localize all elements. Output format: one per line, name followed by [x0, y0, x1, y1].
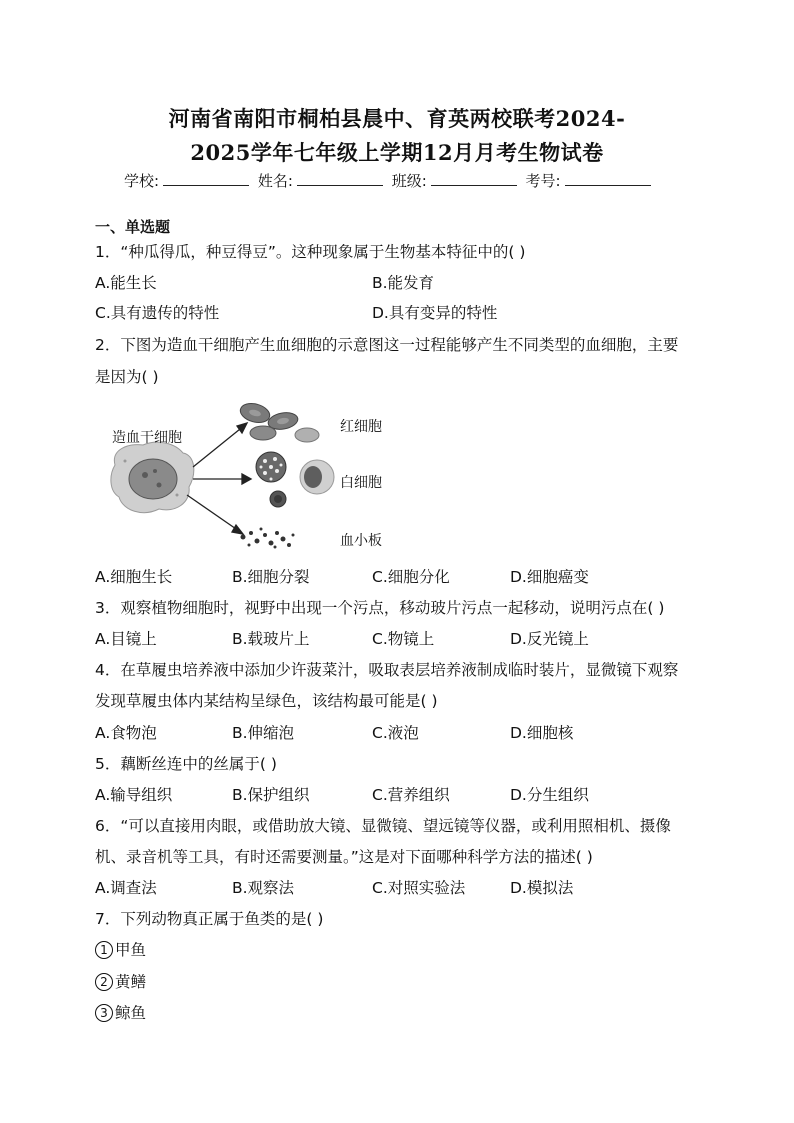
- q3-option-b[interactable]: B.载玻片上: [232, 630, 310, 648]
- q7-item-3[interactable]: [95, 1001, 146, 1023]
- q2-option-c[interactable]: C.细胞分化: [372, 568, 450, 586]
- q6-stem-line-1: 6．“可以直接用肉眼，或借助放大镜、显微镜、望远镜等仪器，或利用照相机、摄像: [95, 817, 671, 835]
- stem-cell-label: 造血干细胞: [112, 430, 182, 446]
- q5-option-c[interactable]: C.营养组织: [372, 786, 450, 804]
- q5-option-d[interactable]: D.分生组织: [510, 786, 589, 804]
- q7-stem: 7．下列动物真正属于鱼类的是( ): [95, 910, 324, 928]
- q2-stem-line-2: 是因为( ): [95, 368, 159, 386]
- q1-option-d[interactable]: D.具有变异的特性: [372, 304, 498, 322]
- stem-cell-drawing: [111, 442, 194, 512]
- q3-option-a[interactable]: A.目镜上: [95, 630, 157, 648]
- q2-option-b[interactable]: B.细胞分裂: [232, 568, 310, 586]
- red-blood-cell-label: 红细胞: [340, 419, 382, 435]
- exam-number-label: 考号:: [525, 172, 561, 190]
- q7-item-2-number: 2: [95, 973, 113, 991]
- q7-item-1[interactable]: [95, 938, 146, 960]
- q6-option-c[interactable]: C.对照实验法: [372, 879, 466, 897]
- exam-title-line-2: 2025学年七年级上学期12月月考生物试卷: [190, 140, 604, 165]
- class-label: 班级:: [391, 172, 427, 190]
- q2-option-a[interactable]: A.细胞生长: [95, 568, 173, 586]
- q5-stem: 5．藕断丝连中的丝属于( ): [95, 755, 277, 773]
- white-blood-cells-drawing: [256, 452, 334, 507]
- name-label: 姓名:: [257, 172, 293, 190]
- platelet-label: 血小板: [340, 533, 382, 549]
- q1-stem: 1．“种瓜得瓜，种豆得豆”。这种现象属于生物基本特征中的( ): [95, 243, 526, 261]
- q6-option-b[interactable]: B.观察法: [232, 879, 295, 897]
- q7-item-2-text: 黄鳝: [115, 973, 147, 991]
- platelets-drawing: [241, 528, 295, 549]
- q7-item-1-text: 甲鱼: [115, 941, 147, 959]
- q6-stem-line-2: 机、录音机等工具，有时还需要测量。”这是对下面哪种科学方法的描述( ): [95, 848, 593, 866]
- student-info-row: [124, 170, 655, 191]
- q4-option-d[interactable]: D.细胞核: [510, 724, 574, 742]
- q2-stem-line-1: 2．下图为造血干细胞产生血细胞的示意图这一过程能够产生不同类型的血细胞，主要: [95, 336, 679, 354]
- q3-option-c[interactable]: C.物镜上: [372, 630, 435, 648]
- school-label: 学校:: [124, 172, 160, 190]
- q1-option-a[interactable]: A.能生长: [95, 274, 157, 292]
- q7-item-1-number: 1: [95, 941, 113, 959]
- class-blank[interactable]: [431, 172, 517, 186]
- red-blood-cells-drawing: [238, 400, 319, 442]
- q4-option-a[interactable]: A.食物泡: [95, 724, 157, 742]
- q4-option-c[interactable]: C.液泡: [372, 724, 419, 742]
- q7-item-2[interactable]: [95, 970, 146, 992]
- q7-item-3-text: 鲸鱼: [115, 1004, 147, 1022]
- differentiation-arrows: [187, 423, 251, 534]
- section-title: 一、单选题: [95, 218, 171, 236]
- exam-title-line-1: 河南省南阳市桐柏县晨中、育英两校联考2024-: [168, 106, 626, 131]
- q5-option-b[interactable]: B.保护组织: [232, 786, 310, 804]
- q1-option-c[interactable]: C.具有遗传的特性: [95, 304, 220, 322]
- q3-stem: 3．观察植物细胞时，视野中出现一个污点，移动玻片污点一起移动，说明污点在( ): [95, 599, 665, 617]
- q7-item-3-number: 3: [95, 1004, 113, 1022]
- q2-option-d[interactable]: D.细胞癌变: [510, 568, 589, 586]
- q4-option-b[interactable]: B.伸缩泡: [232, 724, 295, 742]
- q4-stem-line-1: 4．在草履虫培养液中添加少许菠菜汁，吸取表层培养液制成临时装片，显微镜下观察: [95, 661, 679, 679]
- exam-number-blank[interactable]: [565, 172, 651, 186]
- q5-option-a[interactable]: A.输导组织: [95, 786, 173, 804]
- q1-option-b[interactable]: B.能发育: [372, 274, 435, 292]
- q6-option-a[interactable]: A.调查法: [95, 879, 157, 897]
- q6-option-d[interactable]: D.模拟法: [510, 879, 574, 897]
- q4-stem-line-2: 发现草履虫体内某结构呈绿色，该结构最可能是( ): [95, 692, 438, 710]
- white-blood-cell-label: 白细胞: [340, 475, 382, 491]
- q3-option-d[interactable]: D.反光镜上: [510, 630, 589, 648]
- name-blank[interactable]: [297, 172, 383, 186]
- school-blank[interactable]: [163, 172, 249, 186]
